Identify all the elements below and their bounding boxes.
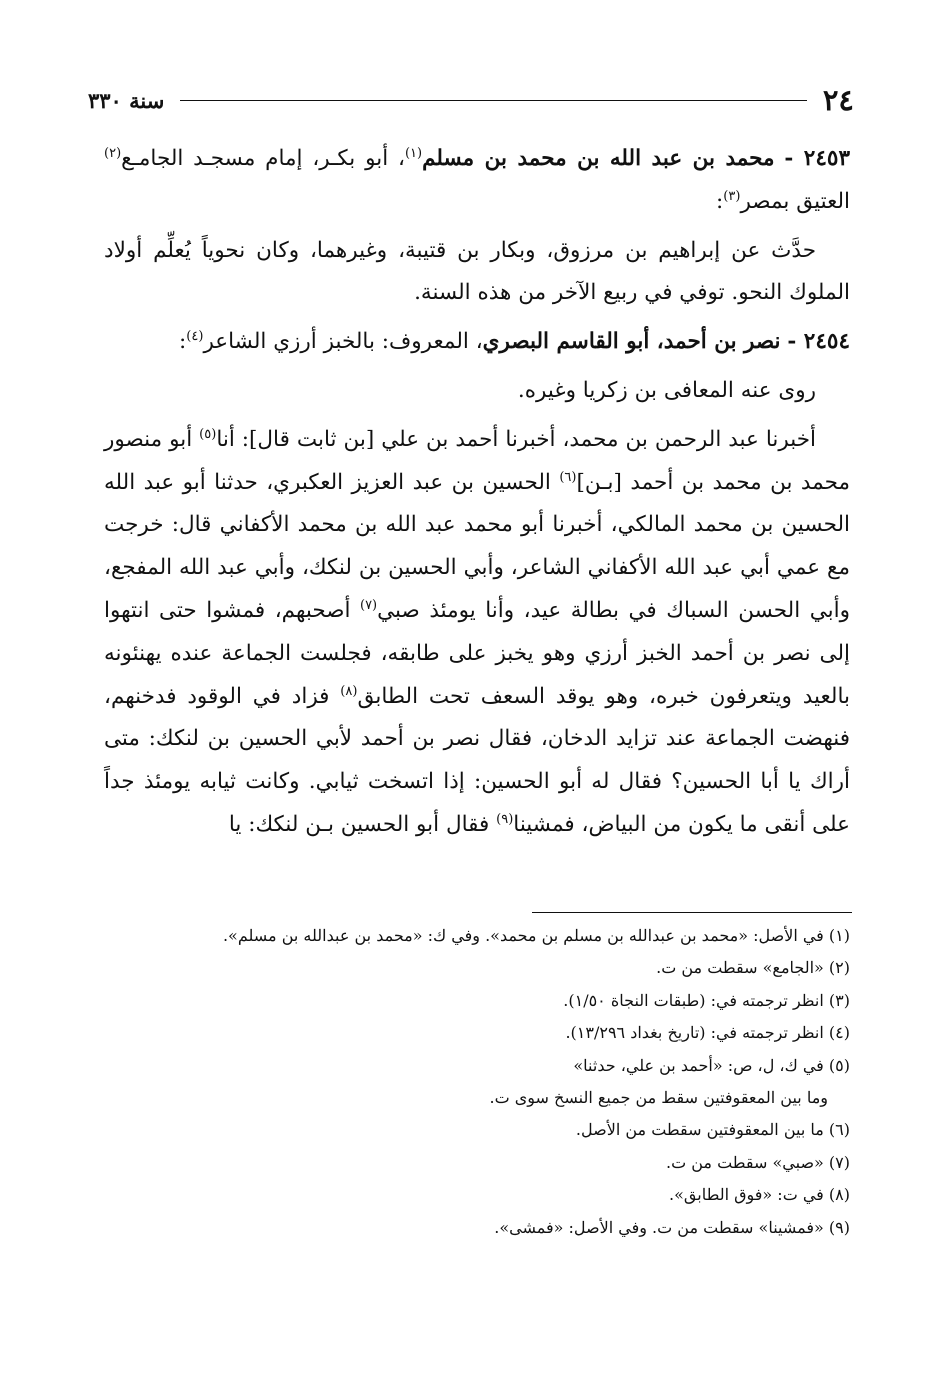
paragraph: روى عنه المعافى بن زكريا وغيره. (517, 377, 816, 403)
footnote-4: (٤) انظر ترجمته في: (تاريخ بغداد ١٣/٢٩٦). (565, 1023, 850, 1043)
footnote-ref: (٥) (199, 426, 217, 442)
text-run: أصحبهم، فمشوا حتى انتهوا إلى نصر بن أحمد الخبز أرزي وهو يخبز على طابقه، فجلست الجماعة عنده يهنئونه بالعيد ويتعرفون خبره، وهو يوقد السعف تحت الطابق (104, 597, 850, 709)
footnote-5-continued: وما بين المعقوفتين سقط من جميع النسخ سوى ت. (489, 1088, 828, 1108)
main-text (104, 138, 850, 847)
running-header (88, 80, 854, 120)
footnote-1: (١) في الأصل: «محمد بن عبدالله بن مسلم بن محمد». وفي ك: «محمد بن عبدالله بن مسلم». (222, 926, 850, 945)
entry-text: ، أبو بكـر، إمام مسجـد الجامـع (121, 146, 405, 171)
footnote-ref: (٦) (559, 469, 577, 485)
paragraph: حدَّث عن إبراهيم بن مرزوق، وبكار بن قتيبة، وغيرهما، وكان نحوياً يُعلِّم أولاد الملوك النحو. توفي في ربيع الآخر من هذه السنة. (104, 237, 850, 306)
entry-name: محمد بن عبد الله بن محمد بن مسلم (422, 146, 775, 171)
footnote-ref: (٤) (186, 329, 204, 345)
entry-2453 (104, 138, 850, 224)
footnotes (104, 920, 850, 1244)
header-rule (180, 100, 806, 101)
entry-number: ٢٤٥٤ - (787, 329, 850, 355)
text-run: أخبرنا عبد الرحمن بن محمد، أخبرنا أحمد بن علي [بن ثابت قال]: أنا (216, 426, 817, 452)
footnote-5: (٥) في ك، ل، ص: «أحمد بن علي، حدثنا» (573, 1055, 850, 1075)
footnote-2: (٢) «الجامع» سقطت من ت. (656, 958, 850, 978)
page-number: ٢٤ (822, 83, 854, 117)
footnote-rule (532, 912, 852, 913)
entry-name: نصر بن أحمد، أبو القاسم البصري (482, 329, 781, 355)
paragraph-narration (104, 419, 850, 847)
footnote-8: (٨) في ت: «فوق الطابق». (669, 1185, 850, 1205)
footnote-9: (٩) «فمشينا» سقطت من ت. وفي الأصل: «فمشى». (494, 1217, 850, 1237)
entry-2454 (104, 321, 850, 364)
entry-number: ٢٤٥٣ - (784, 146, 850, 171)
text-run: الحسين بن عبد العزيز العكبري، حدثنا أبو عبد الله الحسين بن محمد المالكي، أخبرنا أبو محمد عبد الله بن محمد الأكفاني قال: خرجت مع عمي أبي عبد الله الأكفاني الشاعر، وأبي الحسين بن لنكك، وأبي عبد الله المفجع، وأبي الحسن السباك في بطالة عيد، وأنا يومئذ صبي (104, 469, 850, 623)
text-run: فزاد في الوقود فدخنهم، فنهضت الجماعة عند تزايد الدخان، فقال نصر بن أحمد لأبي الحسين بن لنكك: متى أراك يا أبا الحسين؟ فقال له أبو الحسين: إذا اتسخت ثيابي. وكانت ثيابه يومئذ جداً على أنقى ما يكون من البياض، فمشينا (104, 683, 850, 837)
text-run: أبو منصور محمد بن محمد بن أحمد [بـن] (104, 426, 850, 495)
footnote-ref: (٣) (723, 188, 741, 204)
footnote-7: (٧) «صبي» سقطت من ت. (666, 1152, 850, 1172)
footnote-ref: (١) (404, 145, 423, 161)
year-label: سنة ٣٣٠ (88, 87, 165, 113)
footnote-3: (٣) انظر ترجمته في: (طبقات النجاة ١/٥٠). (563, 990, 850, 1010)
footnote-ref: (٢) (104, 145, 122, 161)
entry-text: العتيق بمصر (740, 188, 850, 214)
text-run: فقال أبو الحسين بـن لنكك: يا (228, 811, 497, 837)
footnote-ref: (٨) (340, 683, 358, 699)
footnote-6: (٦) ما بين المعقوفتين سقطت من الأصل. (575, 1120, 850, 1140)
entry-text: : (716, 188, 724, 214)
footnote-ref: (٧) (359, 597, 378, 613)
entry-text: : (179, 329, 187, 355)
entry-text: ، المعروف: بالخبز أرزي الشاعر (203, 329, 483, 355)
footnote-ref: (٩) (496, 811, 514, 827)
